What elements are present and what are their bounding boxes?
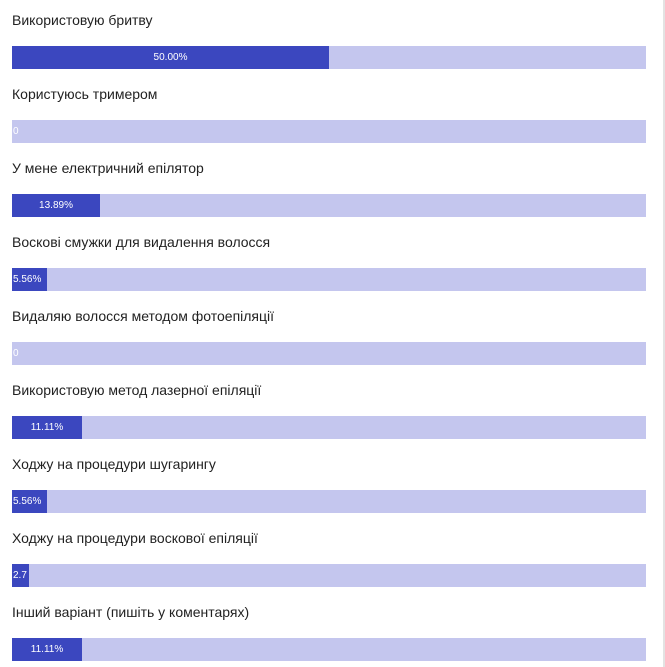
bar-value-label: 5.56% xyxy=(13,496,42,507)
option-label: Ходжу на процедури воскової епіляції xyxy=(12,530,258,546)
option-label: Воскові смужки для видалення волосся xyxy=(12,234,271,250)
poll-option xyxy=(12,592,646,666)
bar-track xyxy=(12,120,646,143)
bar-track xyxy=(12,46,646,69)
bar-value-label: 50.00% xyxy=(153,52,188,63)
poll-option xyxy=(12,370,646,444)
poll-option xyxy=(12,222,646,296)
option-label: Використовую метод лазерної епіляції xyxy=(12,382,262,398)
bar-track xyxy=(12,638,646,661)
bar-value-label: 0 xyxy=(13,348,19,359)
bar-track xyxy=(12,490,646,513)
bar-value-label: 2.7 xyxy=(13,570,27,581)
bar-value-label: 11.11% xyxy=(30,644,64,655)
bar-value-label: 11.11% xyxy=(30,422,64,433)
bar-value-label: 0 xyxy=(13,126,19,137)
bar-track xyxy=(12,564,646,587)
option-label: Видаляю волосся методом фотоепіляції xyxy=(12,308,275,324)
bar-value-label: 13.89% xyxy=(39,200,73,211)
option-label: Інший варіант (пишіть у коментарях) xyxy=(12,604,250,620)
option-label: Використовую бритву xyxy=(12,12,153,28)
bar-track xyxy=(12,416,646,439)
poll-option xyxy=(12,0,646,74)
poll-option xyxy=(12,74,646,148)
poll-option xyxy=(12,518,646,592)
option-label: Користуюсь тримером xyxy=(12,86,158,102)
option-label: Ходжу на процедури шугарингу xyxy=(12,456,216,472)
bar-track xyxy=(12,194,646,217)
bar-track xyxy=(12,268,646,291)
poll-option xyxy=(12,148,646,222)
poll-option xyxy=(12,444,646,518)
poll-results xyxy=(12,0,646,666)
bar-value-label: 5.56% xyxy=(13,274,42,285)
option-label: У мене електричний епілятор xyxy=(12,160,204,176)
bar-track xyxy=(12,342,646,365)
poll-option xyxy=(12,296,646,370)
